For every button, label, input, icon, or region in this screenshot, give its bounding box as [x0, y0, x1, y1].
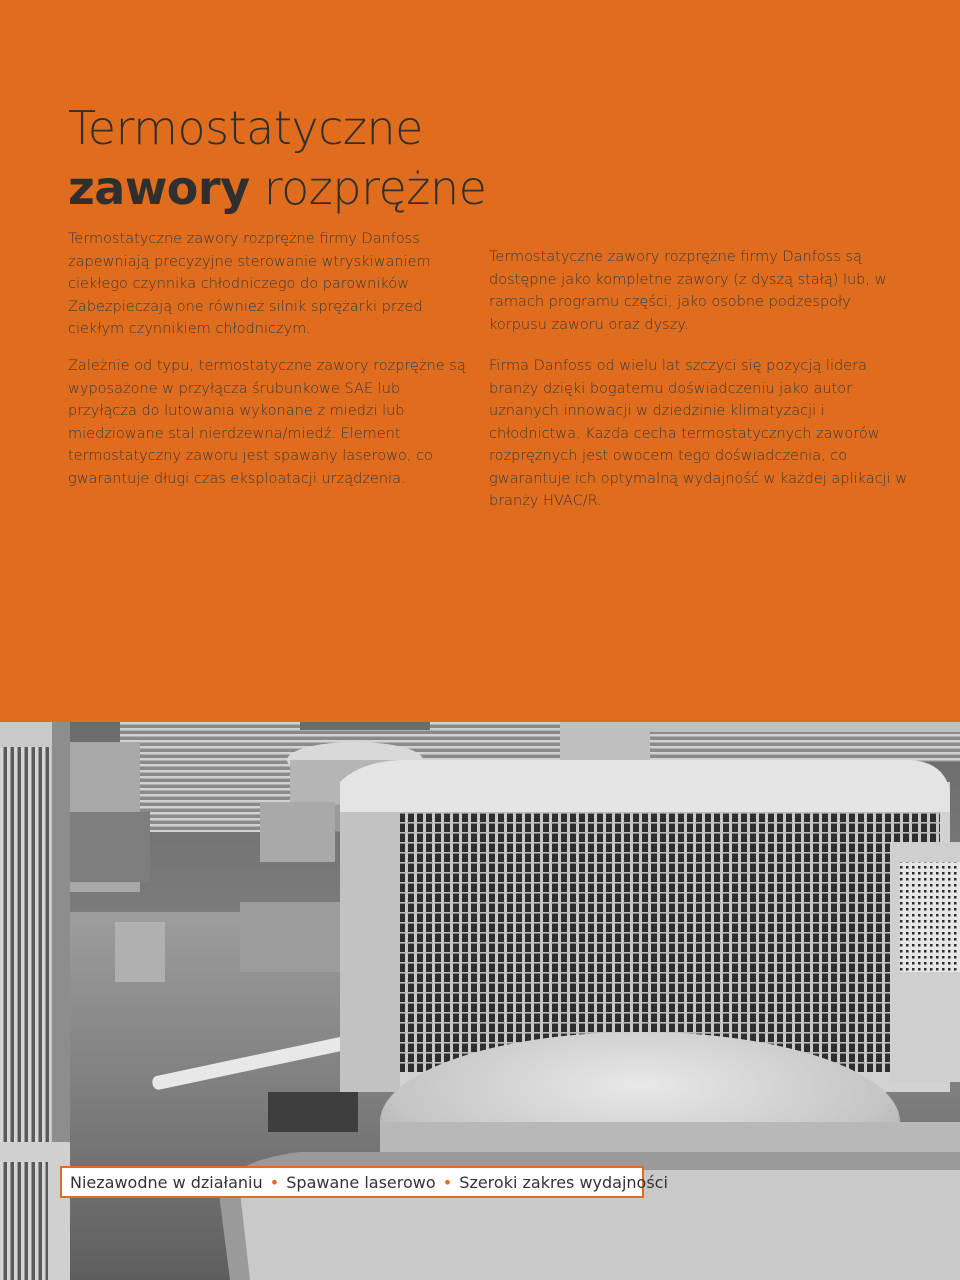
tagline-item-wide-capacity: Szeroki zakres wydajności [459, 1173, 668, 1192]
intro-paragraph: Termostatyczne zawory rozprężne firmy Danfoss zapewniają precyzyjne sterowanie wtryskiwaniem ciekłego czynnika chłodniczego do parowników Zabezpieczają one również silnik sprężarki przed ciekłym czynnikiem chłodniczym. [68, 231, 431, 337]
tagline [70, 1172, 668, 1194]
availability-paragraph: Termostatyczne zawory rozprężne firmy Danfoss są dostępne jako kompletne zawory (z dyszą stałą) lub, w ramach programu części, jako osobne podzespoły korpusu zaworu oraz dyszy. [489, 249, 887, 333]
title-line-2 [68, 158, 486, 218]
leadership-paragraph: Firma Danfoss od wielu lat szczyci się pozycją lidera branży dzięki bogatemu doświadczeniu jako autor uznanych innowacji w dziedzinie klimatyzacji i chłodnictwa. Każda cecha termostatycznych zaworów rozprężnych jest owocem tego doświadczenia, co gwarantuje ich optymalną wydajność w każdej aplikacji w branży HVAC/R. [489, 358, 908, 509]
connection-types-paragraph: Zależnie od typu, termostatyczne zawory rozprężne są wyposażone w przyłącza śrubunkowe SAE lub przyłącza do lutowania wykonane z miedzi lub miedziowane stal nierdzewna/miedź. Element termostatyczny zaworu jest spawany laserowo, co gwarantuje długi czas eksploatacji urządzenia. [68, 358, 466, 487]
tagline-bar [60, 1166, 668, 1198]
page-title [68, 98, 486, 218]
tagline-item-reliable: Niezawodne w działaniu [70, 1173, 263, 1192]
title-bold-word: zawory [68, 161, 250, 215]
title-line-1: Termostatyczne [68, 101, 423, 155]
tagline-item-laser-welded: Spawane laserowo [286, 1173, 436, 1192]
tagline-separator: • [269, 1173, 280, 1192]
tagline-separator: • [442, 1173, 453, 1192]
title-rest: rozprężne [249, 161, 487, 215]
